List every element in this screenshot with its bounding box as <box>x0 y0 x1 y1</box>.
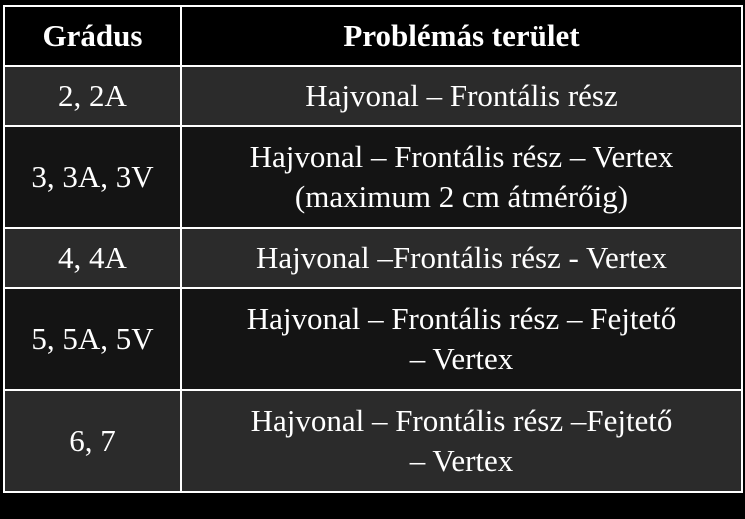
grade-cell: 4, 4A <box>4 228 181 288</box>
area-line: – Vertex <box>409 443 514 478</box>
grade-cell: 2, 2A <box>4 66 181 126</box>
header-problem-area: Problémás terület <box>181 6 742 66</box>
table-row <box>4 66 742 126</box>
area-line: (maximum 2 cm átmérőig) <box>294 179 629 214</box>
area-cell <box>181 228 742 288</box>
area-line: Hajvonal – Frontális rész – Fejtető <box>246 301 677 336</box>
area-line: – Vertex <box>409 341 514 376</box>
table-row <box>4 228 742 288</box>
table-header-row <box>4 6 742 66</box>
area-cell <box>181 288 742 390</box>
area-line: Hajvonal –Frontális rész - Vertex <box>256 240 667 275</box>
table-row <box>4 288 742 390</box>
area-cell <box>181 66 742 126</box>
grade-cell: 6, 7 <box>4 390 181 492</box>
area-cell <box>181 390 742 492</box>
grade-area-table <box>3 5 743 493</box>
area-line: Hajvonal – Frontális rész <box>305 78 618 113</box>
table-row <box>4 126 742 228</box>
header-grade: Grádus <box>4 6 181 66</box>
area-line: Hajvonal – Frontális rész –Fejtető <box>250 403 673 438</box>
grade-cell: 3, 3A, 3V <box>4 126 181 228</box>
table-row <box>4 390 742 492</box>
grade-cell: 5, 5A, 5V <box>4 288 181 390</box>
area-cell <box>181 126 742 228</box>
area-line: Hajvonal – Frontális rész – Vertex <box>249 139 674 174</box>
